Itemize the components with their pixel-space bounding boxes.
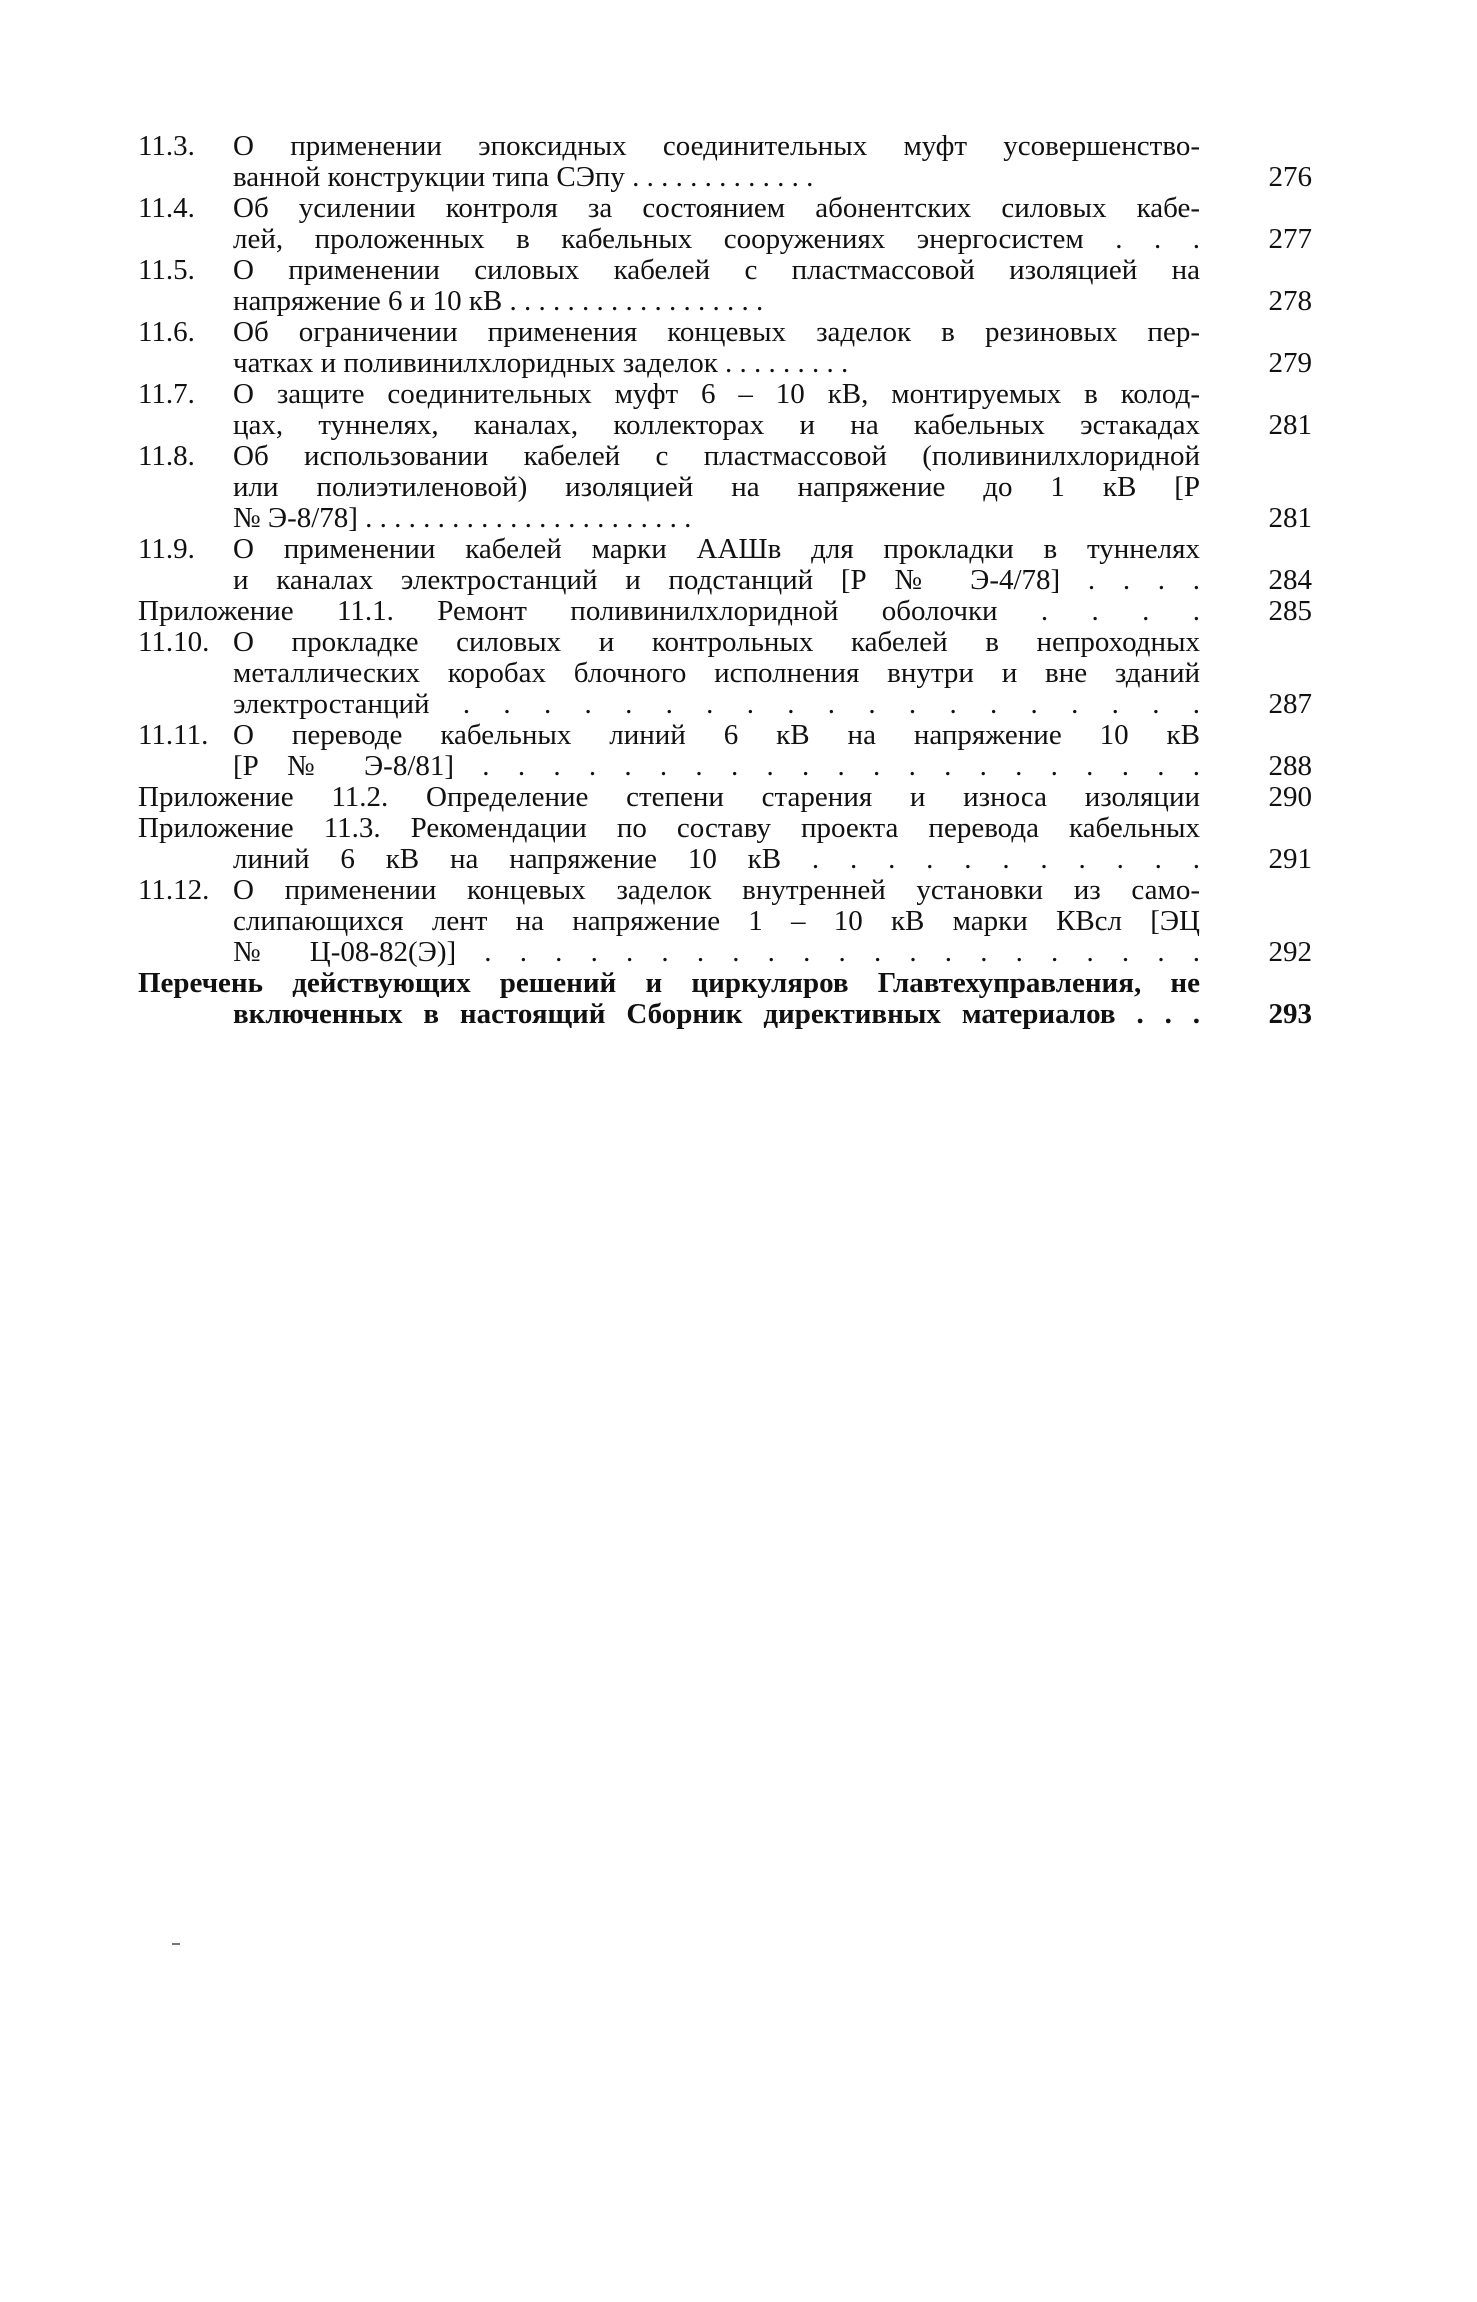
entry-number: 11.4.: [138, 192, 195, 224]
entry-title-line: Приложение 11.2. Определение степени старения и износа изоляции: [138, 782, 1200, 813]
toc-entry-11-4-line-2: [0, 224, 1477, 255]
entry-page-number: 287: [1268, 688, 1312, 720]
entry-number: 11.12.: [138, 874, 210, 906]
entry-title-line: О прокладке силовых и контрольных кабелей в непроходных: [233, 627, 1200, 658]
toc-entry-11-11-line-1: [0, 720, 1477, 751]
toc-entry-11-3-line-2: [0, 162, 1477, 193]
entry-title-line: и каналах электростанций и подстанций [Р № Э-4/78] . . . .: [233, 565, 1200, 596]
entry-title-line: № Ц-08-82(Э)] . . . . . . . . . . . . . . . . . . . . .: [233, 937, 1200, 968]
toc-appendix-11-3-line-2: [0, 844, 1477, 875]
entry-title-line: Приложение 11.1. Ремонт поливинилхлоридной оболочки . . . .: [138, 596, 1200, 627]
entry-page-number: 277: [1268, 223, 1312, 255]
toc-entry-11-5-line-2: [0, 286, 1477, 317]
toc-entry-11-7-line-2: [0, 410, 1477, 441]
entry-title-line: линий 6 кВ на напряжение 10 кВ . . . . . . . . . . .: [233, 844, 1200, 875]
entry-title-line: металлических коробах блочного исполнения внутри и вне зданий: [233, 658, 1200, 689]
toc-entry-11-6-line-1: [0, 317, 1477, 348]
toc-entry-11-8-line-1: [0, 441, 1477, 472]
scan-speck: [172, 1943, 180, 1945]
toc-appendix-11-1: [0, 596, 1477, 627]
entry-page-number: 292: [1268, 936, 1312, 968]
toc-entry-11-7-line-1: [0, 379, 1477, 410]
entry-title-line: Перечень действующих решений и циркуляров Главтехуправления, не: [138, 968, 1200, 999]
entry-title-line: О применении концевых заделок внутренней установки из само-: [233, 875, 1200, 906]
toc-entry-11-8-line-3: [0, 503, 1477, 534]
entry-title-line: напряжение 6 и 10 кВ . . . . . . . . . . . . . . . . . .: [233, 286, 764, 317]
toc-entry-11-9-line-1: [0, 534, 1477, 565]
entry-title-line: Приложение 11.3. Рекомендации по составу проекта перевода кабельных: [138, 813, 1200, 844]
entry-page-number: 281: [1268, 409, 1312, 441]
entry-title-line: включенных в настоящий Сборник директивных материалов . . .: [233, 999, 1200, 1030]
entry-title-line: цах, туннелях, каналах, коллекторах и на кабельных эстакадах: [233, 410, 1200, 441]
entry-page-number: 293: [1268, 998, 1312, 1030]
toc-list-of-decisions-line-2: [0, 999, 1477, 1030]
entry-page-number: 278: [1268, 285, 1312, 317]
entry-title-line: Об использовании кабелей с пластмассовой (поливинилхлоридной: [233, 441, 1200, 472]
entry-page-number: 276: [1268, 161, 1312, 193]
toc-entry-11-12-line-3: [0, 937, 1477, 968]
toc-entry-11-4-line-1: [0, 193, 1477, 224]
entry-number: 11.10.: [138, 626, 210, 658]
entry-title-line: О применении эпоксидных соединительных муфт усовершенство-: [233, 131, 1200, 162]
toc-entry-11-5-line-1: [0, 255, 1477, 286]
entry-title-line: чатках и поливинилхлоридных заделок . . . . . . . . .: [233, 348, 849, 379]
entry-title-line: [Р № Э-8/81] . . . . . . . . . . . . . . . . . . . . .: [233, 751, 1200, 782]
entry-title-line: лей, проложенных в кабельных сооружениях энергосистем . . .: [233, 224, 1200, 255]
toc-entry-11-10-line-1: [0, 627, 1477, 658]
entry-title-line: О применении силовых кабелей с пластмассовой изоляцией на: [233, 255, 1200, 286]
entry-title-line: Об ограничении применения концевых заделок в резиновых пер-: [233, 317, 1200, 348]
entry-number: 11.9.: [138, 533, 195, 565]
entry-title-line: О защите соединительных муфт 6 – 10 кВ, монтируемых в колод-: [233, 379, 1200, 410]
entry-title-line: № Э-8/78] . . . . . . . . . . . . . . . . . . . . . . .: [233, 503, 692, 534]
entry-page-number: 285: [1268, 595, 1312, 627]
toc-entry-11-12-line-2: [0, 906, 1477, 937]
entry-title-line: О применении кабелей марки ААШв для прокладки в туннелях: [233, 534, 1200, 565]
toc-entry-11-9-line-2: [0, 565, 1477, 596]
entry-page-number: 284: [1268, 564, 1312, 596]
toc-entry-11-10-line-2: [0, 658, 1477, 689]
entry-page-number: 279: [1268, 347, 1312, 379]
entry-page-number: 281: [1268, 502, 1312, 534]
entry-title-line: или полиэтиленовой) изоляцией на напряжение до 1 кВ [Р: [233, 472, 1200, 503]
toc-entry-11-6-line-2: [0, 348, 1477, 379]
entry-number: 11.7.: [138, 378, 195, 410]
toc-appendix-11-3-line-1: [0, 813, 1477, 844]
toc-list-of-decisions-line-1: [0, 968, 1477, 999]
toc-entry-11-12-line-1: [0, 875, 1477, 906]
entry-page-number: 288: [1268, 750, 1312, 782]
entry-number: 11.8.: [138, 440, 195, 472]
entry-number: 11.5.: [138, 254, 195, 286]
entry-page-number: 290: [1268, 781, 1312, 813]
toc-entry-11-11-line-2: [0, 751, 1477, 782]
entry-title-line: ванной конструкции типа СЭпу . . . . . . . . . . . . .: [233, 162, 814, 193]
toc-entry-11-10-line-3: [0, 689, 1477, 720]
entry-title-line: О переводе кабельных линий 6 кВ на напряжение 10 кВ: [233, 720, 1200, 751]
toc-entry-11-8-line-2: [0, 472, 1477, 503]
entry-page-number: 291: [1268, 843, 1312, 875]
entry-title-line: Об усилении контроля за состоянием абонентских силовых кабе-: [233, 193, 1200, 224]
entry-number: 11.6.: [138, 316, 195, 348]
entry-title-line: электростанций . . . . . . . . . . . . . . . . . . .: [233, 689, 1200, 720]
entry-number: 11.11.: [138, 719, 209, 751]
toc-entry-11-3-line-1: [0, 131, 1477, 162]
entry-number: 11.3.: [138, 130, 195, 162]
entry-title-line: слипающихся лент на напряжение 1 – 10 кВ марки КВсл [ЭЦ: [233, 906, 1200, 937]
toc-appendix-11-2: [0, 782, 1477, 813]
